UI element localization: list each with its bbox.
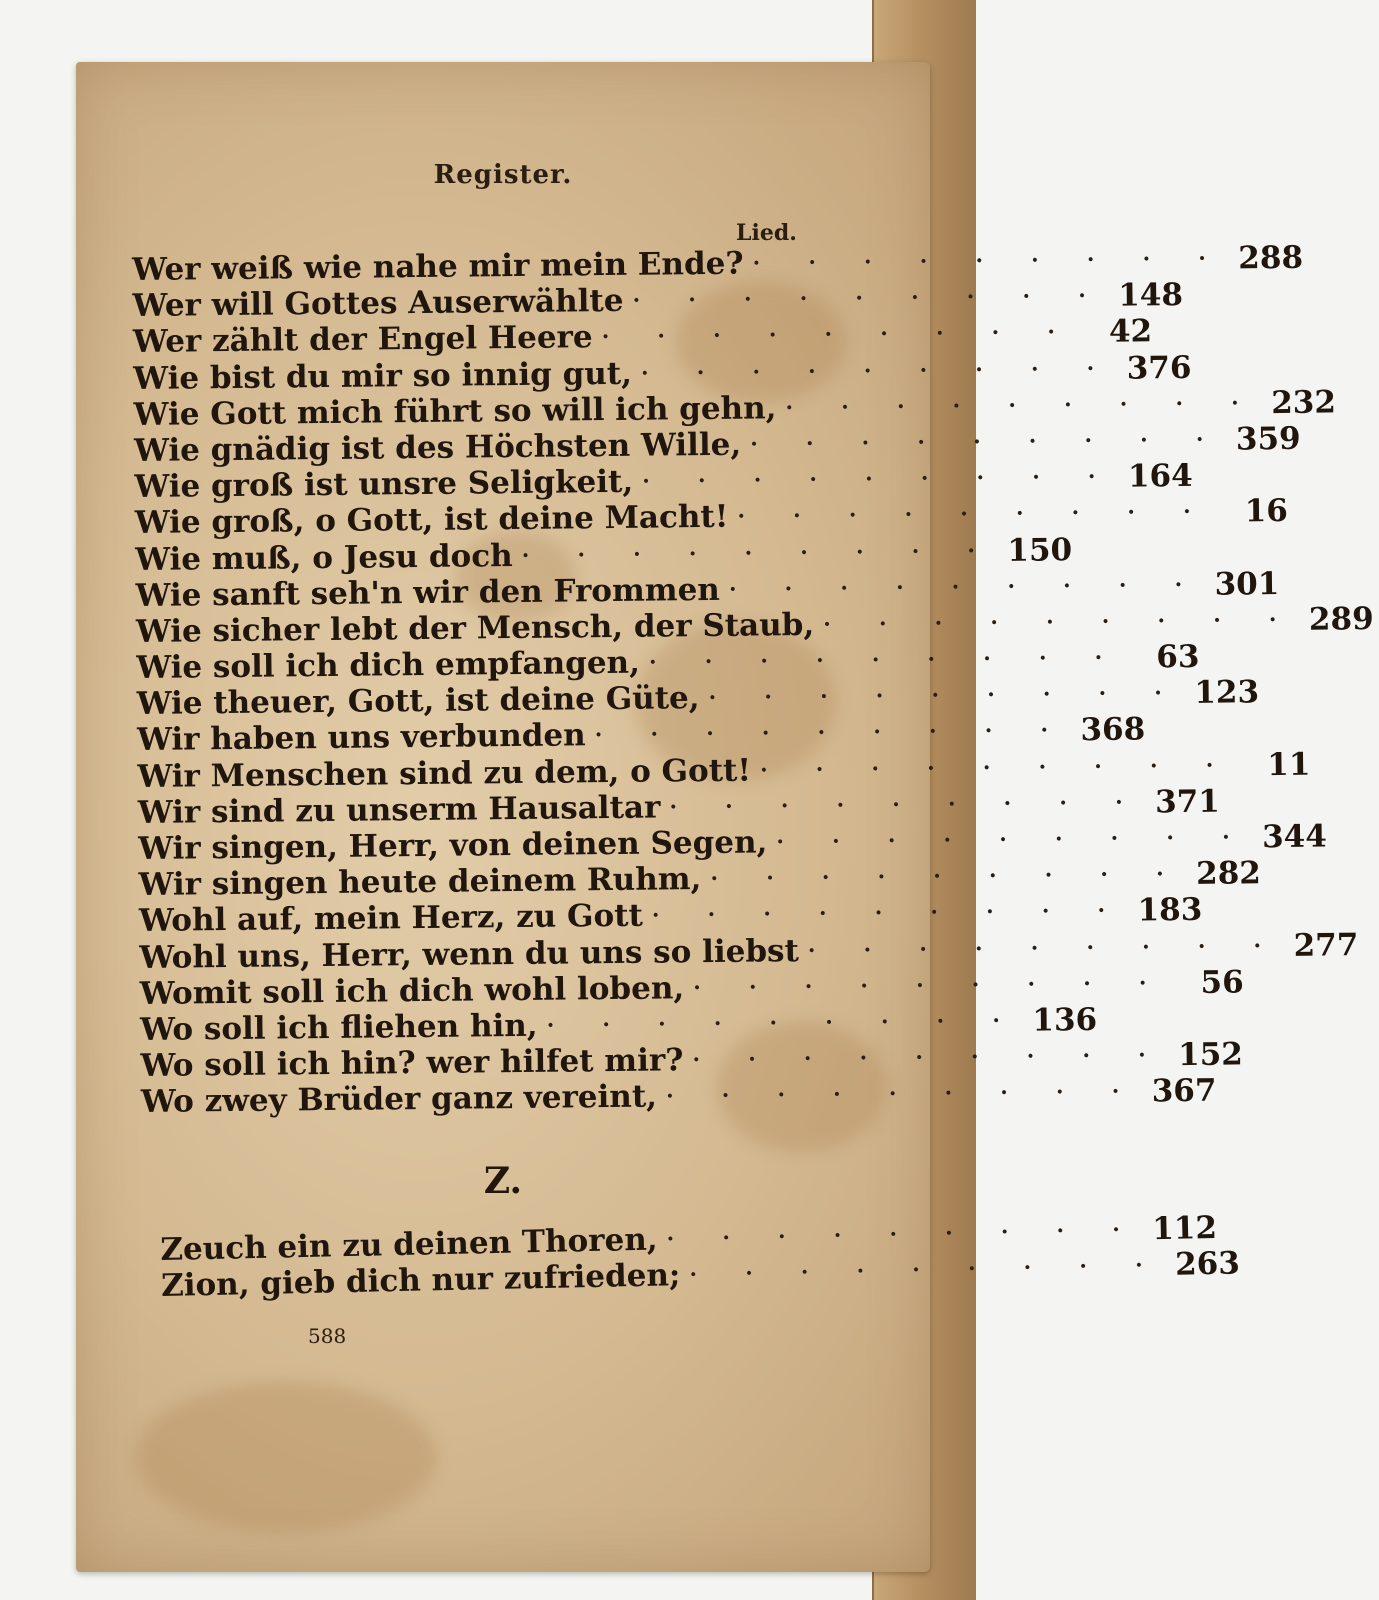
dot-leader: · · · · · · · · · bbox=[688, 1247, 1163, 1294]
hymn-number: 376 bbox=[1126, 349, 1192, 387]
hymn-number: 371 bbox=[1154, 783, 1221, 821]
hymn-number: 368 bbox=[1080, 711, 1146, 749]
hymn-first-line: Wir haben uns verbunden bbox=[136, 717, 586, 759]
dot-leader: · · · · · · · · · bbox=[821, 601, 1296, 643]
dot-leader: · · · · · · · · · bbox=[593, 712, 1068, 754]
hymn-first-line: Wie bist du mir so innig gut, bbox=[133, 355, 633, 397]
hymn-number: 42 bbox=[1108, 313, 1153, 351]
page-stain bbox=[136, 1382, 436, 1532]
hymn-first-line: Wohl uns, Herr, wenn du uns so liebst bbox=[139, 932, 799, 976]
dot-leader: · · · · · · · · · bbox=[736, 494, 1211, 535]
hymn-number: 344 bbox=[1261, 818, 1328, 856]
dot-leader: · · · · · · · · · bbox=[691, 1037, 1166, 1079]
hymn-number: 148 bbox=[1118, 277, 1184, 314]
dot-leader: · · · · · · · · · bbox=[709, 856, 1184, 898]
index-entries-z bbox=[160, 1209, 1241, 1305]
hymn-number: 359 bbox=[1235, 420, 1301, 458]
running-head: Register. bbox=[433, 160, 573, 190]
dot-leader: · · · · · · · · · bbox=[664, 1073, 1139, 1115]
hymn-first-line: Zion, gieb dich nur zufrieden; bbox=[160, 1257, 681, 1305]
hymn-number: 367 bbox=[1151, 1073, 1217, 1110]
dot-leader: · · · · · · · · · bbox=[650, 893, 1125, 934]
hymn-number: 289 bbox=[1308, 600, 1374, 638]
dot-leader: · · · · · · · · · bbox=[707, 675, 1182, 717]
hymn-first-line: Wir singen, Herr, von deinen Segen, bbox=[138, 824, 768, 867]
hymn-first-line: Wie soll ich dich empfangen, bbox=[136, 644, 641, 687]
page-number: 588 bbox=[308, 1324, 347, 1348]
hymn-first-line: Zeuch ein zu deinen Thoren, bbox=[160, 1221, 658, 1268]
hymn-first-line: Wie sanft seh'n wir den Frommen bbox=[135, 571, 721, 614]
section-heading: Z. bbox=[483, 1160, 523, 1202]
column-label: Lied. bbox=[736, 220, 797, 246]
hymn-first-line: Wer will Gottes Auserwählte bbox=[132, 283, 624, 325]
hymn-number: 282 bbox=[1195, 855, 1262, 893]
index-entries bbox=[132, 239, 1374, 1121]
dot-leader: · · · · · · · · · bbox=[748, 421, 1223, 463]
dot-leader: · · · · · · · · · bbox=[665, 1211, 1140, 1258]
hymn-first-line: Wo soll ich hin? wer hilfet mir? bbox=[140, 1042, 684, 1085]
dot-leader: · · · · · · · · · bbox=[806, 927, 1281, 969]
dot-leader: · · · · · · · · · bbox=[751, 240, 1226, 282]
hymn-first-line: Wir singen heute deinem Ruhm, bbox=[138, 861, 702, 904]
hymn-number: 232 bbox=[1271, 384, 1337, 421]
hymn-first-line: Wie theuer, Gott, ist deine Güte, bbox=[136, 680, 700, 723]
hymn-first-line: Wie sicher lebt der Mensch, der Staub, bbox=[135, 606, 815, 650]
index-entry bbox=[140, 1073, 1217, 1121]
dot-leader: · · · · · · · · · bbox=[639, 350, 1114, 392]
dot-leader: · · · · · · · · · bbox=[631, 278, 1106, 319]
hymn-first-line: Wie groß, o Gott, ist deine Macht! bbox=[134, 499, 729, 542]
hymn-number: 11 bbox=[1267, 746, 1311, 783]
hymn-first-line: Wie groß ist unsre Seligkeit, bbox=[134, 463, 634, 506]
dot-leader: · · · · · · · · · bbox=[775, 819, 1250, 861]
dot-leader: · · · · · · · · · bbox=[668, 784, 1143, 826]
hymn-number: 152 bbox=[1177, 1036, 1244, 1074]
hymn-number: 123 bbox=[1194, 674, 1260, 712]
dot-leader: · · · · · · · · · bbox=[758, 747, 1233, 789]
hymn-number: 150 bbox=[1007, 531, 1073, 569]
hymn-first-line: Wo zwey Brüder ganz vereint, bbox=[140, 1078, 658, 1121]
dot-leader: · · · · · · · · · bbox=[640, 458, 1115, 500]
hymn-number: 183 bbox=[1137, 892, 1203, 929]
dot-leader: · · · · · · · · · bbox=[600, 314, 1075, 356]
dot-leader: · · · · · · · · · bbox=[647, 639, 1122, 681]
hymn-number: 277 bbox=[1293, 926, 1359, 964]
dot-leader: · · · · · · · · · bbox=[784, 384, 1259, 426]
dot-leader: · · · · · · · · · bbox=[691, 964, 1166, 1006]
hymn-number: 56 bbox=[1200, 964, 1244, 1001]
hymn-number: 263 bbox=[1174, 1245, 1241, 1283]
hymn-first-line: Wie Gott mich führt so will ich gehn, bbox=[133, 390, 777, 433]
hymn-number: 164 bbox=[1127, 458, 1193, 495]
hymn-first-line: Womit soll ich dich wohl loben, bbox=[139, 970, 685, 1012]
dot-leader: · · · · · · · · · bbox=[520, 532, 995, 574]
hymn-number: 112 bbox=[1151, 1209, 1218, 1248]
dot-leader: · · · · · · · · · bbox=[727, 566, 1202, 608]
hymn-number: 136 bbox=[1032, 1001, 1098, 1039]
dot-leader: · · · · · · · · · bbox=[545, 1002, 1020, 1044]
hymn-first-line: Wer zählt der Engel Heere bbox=[132, 319, 593, 361]
hymn-number: 301 bbox=[1214, 565, 1280, 603]
hymn-first-line: Wie gnädig ist des Höchsten Wille, bbox=[133, 426, 742, 469]
hymn-first-line: Wir Menschen sind zu dem, o Gott! bbox=[137, 752, 752, 795]
hymn-first-line: Wer weiß wie nahe mir mein Ende? bbox=[132, 245, 744, 288]
hymn-first-line: Wir sind zu unserm Hausaltar bbox=[137, 789, 661, 831]
book-page bbox=[76, 62, 1374, 1572]
hymn-number: 16 bbox=[1244, 493, 1289, 530]
hymn-number: 63 bbox=[1156, 638, 1200, 676]
hymn-first-line: Wohl auf, mein Herz, zu Gott bbox=[138, 898, 643, 940]
hymn-number: 288 bbox=[1238, 239, 1304, 277]
hymn-first-line: Wie muß, o Jesu doch bbox=[135, 537, 513, 578]
hymn-first-line: Wo soll ich fliehen hin, bbox=[139, 1007, 538, 1048]
